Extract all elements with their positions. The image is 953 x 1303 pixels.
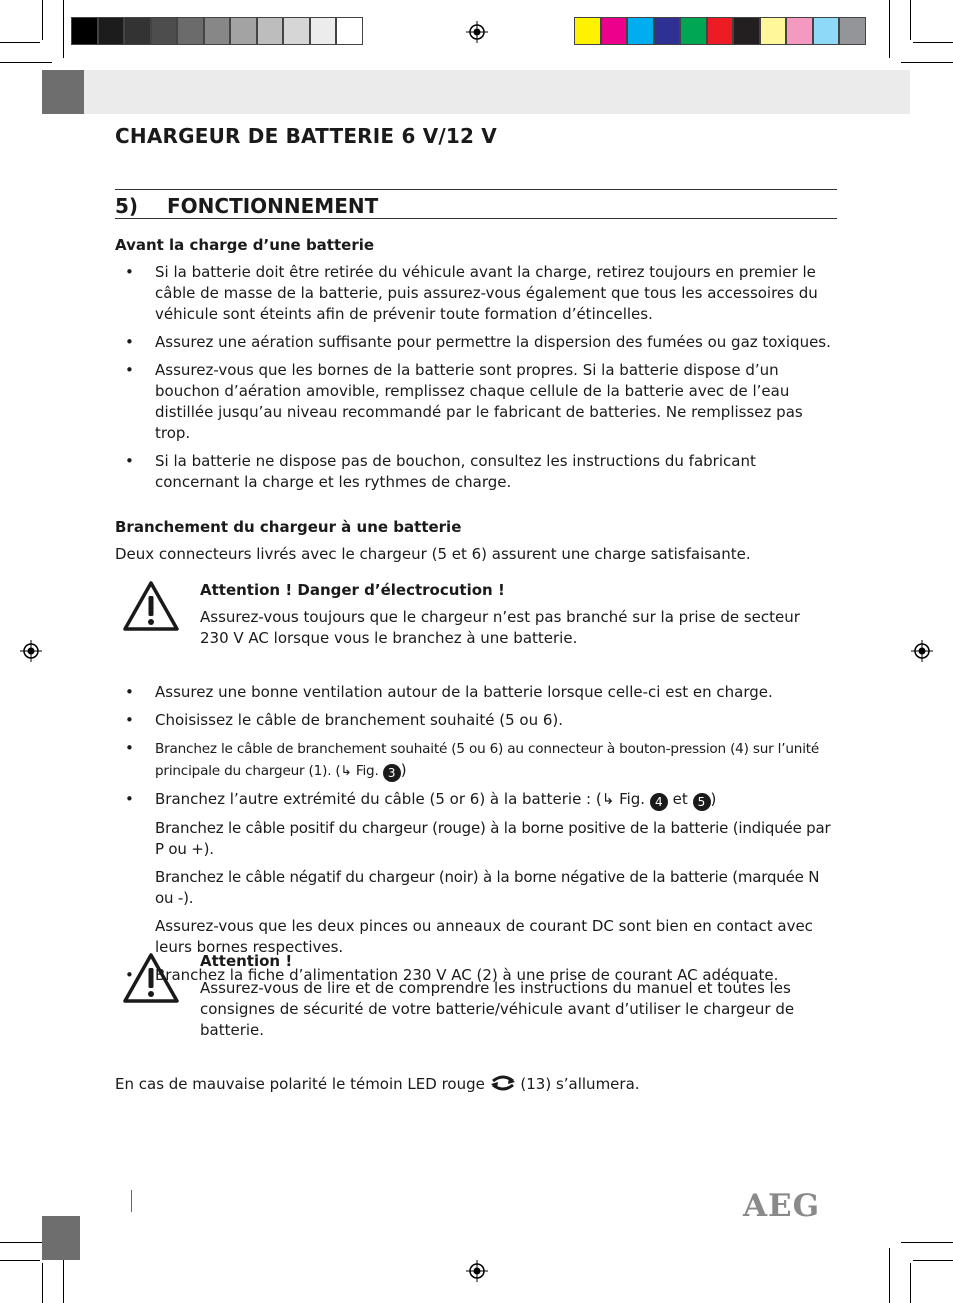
section-rule-top (115, 189, 837, 190)
warning-triangle-icon (122, 580, 180, 632)
color-swatch (230, 17, 257, 45)
list-item: • Assurez une bonne ventilation autour de la batterie lorsque celle-ci est en charge. (125, 683, 773, 701)
list-item: • Branchez l’autre extrémité du câble (5 or 6) à la batterie : (↳ Fig. 4 et 5 ) (125, 790, 717, 809)
color-swatch (813, 17, 840, 45)
connection-intro: Deux connecteurs livrés avec le chargeur (5 et 6) assurent une charge satisfaisante. (115, 545, 751, 563)
color-swatch (204, 17, 231, 45)
header-tab-square (42, 70, 84, 114)
crop-mark (0, 42, 40, 43)
crop-mark (889, 1248, 890, 1303)
color-swatch (574, 17, 601, 45)
contact-instruction: Assurez-vous que les deux pinces ou anneaux de courant DC sont bien en contact avec leurs bornes respectives. (155, 917, 813, 956)
crop-mark (910, 1263, 911, 1303)
warning2-title: Attention ! (200, 952, 293, 970)
color-swatch (283, 17, 310, 45)
list-item: • Assurez-vous que les bornes de la batterie sont propres. Si la batterie dispose d’un bouchon d’aération amovible, remplissez chaque cellule de la batterie avec de l’eau distillée jusqu’au niveau recommandé par le fabricant de batteries. Ne remplissez pas trop. (125, 361, 803, 442)
section-number: 5) (115, 194, 139, 218)
color-swatch (733, 17, 760, 45)
color-swatch (707, 17, 734, 45)
registration-mark-icon (466, 1260, 488, 1282)
color-swatch (98, 17, 125, 45)
list-item: • Si la batterie ne dispose pas de bouchon, consultez les instructions du fabricant concernant la charge et les rythmes de charge. (125, 452, 756, 491)
color-swatch (601, 17, 628, 45)
section-rule-bottom (115, 218, 837, 219)
document-title: CHARGEUR DE BATTERIE 6 V/12 V (115, 124, 497, 148)
color-swatch (680, 17, 707, 45)
crop-mark (0, 62, 52, 63)
color-swatch (839, 17, 866, 45)
aeg-logo: AEG (743, 1188, 821, 1224)
color-swatch (124, 17, 151, 45)
warning2-text: Assurez-vous de lire et de comprendre les instructions du manuel et toutes les consignes de sécurité de votre batterie/véhicule avant d’utiliser le chargeur de batterie. (200, 979, 795, 1039)
color-swatch (151, 17, 178, 45)
list-item: • Branchez la fiche d’alimentation 230 V AC (2) à une prise de courant AC adéquate. (125, 966, 779, 984)
color-swatch (627, 17, 654, 45)
list-item: • Choisissez le câble de branchement souhaité (5 ou 6). (125, 711, 564, 729)
crop-mark (0, 1260, 40, 1261)
crop-mark (913, 1260, 953, 1261)
figure-number-badge: 3 (383, 764, 401, 782)
warning1-text: Assurez-vous toujours que le chargeur n’est pas branché sur la prise de secteur 230 V AC lorsque vous le branchez à une batterie. (200, 608, 800, 647)
reverse-polarity-icon (490, 1075, 516, 1091)
figure-number-badge: 5 (693, 793, 711, 811)
section-name: FONCTIONNEMENT (167, 194, 379, 218)
list-item: • Branchez le câble de branchement souhaité (5 ou 6) au connecteur à bouton-pression (4) sur l’unité principale du chargeur (1). (↳ Fig. 3 ) (125, 739, 820, 780)
color-swatch (786, 17, 813, 45)
warning1-title: Attention ! Danger d’électrocution ! (200, 581, 505, 599)
positive-cable-instruction: Branchez le câble positif du chargeur (rouge) à la borne positive de la batterie (indiquée par P ou +). (155, 819, 831, 858)
crop-mark (913, 42, 953, 43)
crop-mark (42, 0, 43, 40)
color-swatch (71, 17, 98, 45)
color-swatch (760, 17, 787, 45)
list-item: • Assurez une aération suffisante pour permettre la dispersion des fumées ou gaz toxiques. (125, 333, 831, 351)
color-swatch (336, 17, 363, 45)
crop-mark (901, 1242, 953, 1243)
footer-tab-square (42, 1216, 80, 1260)
crop-mark (42, 1263, 43, 1303)
color-swatch (310, 17, 337, 45)
crop-mark (63, 0, 64, 58)
connection-list (115, 682, 840, 993)
color-swatch (654, 17, 681, 45)
before-charge-heading: Avant la charge d’une batterie (115, 236, 375, 254)
polarity-note: En cas de mauvaise polarité le témoin LED rouge (13) s’allumera. (115, 1075, 640, 1093)
footer-divider (131, 1190, 132, 1212)
negative-cable-instruction: Branchez le câble négatif du chargeur (noir) à la borne négative de la batterie (marquée N ou -). (155, 868, 820, 907)
registration-mark-icon (466, 21, 488, 43)
crop-mark (910, 0, 911, 40)
section-title (115, 194, 378, 218)
color-swatch (177, 17, 204, 45)
list-item: • Si la batterie doit être retirée du véhicule avant la charge, retirez toujours en premier le câble de masse de la batterie, puis assurez-vous également que tous les accessoires du véhicule sont éteints afin de prévenir toute formation d’étincelles. (125, 263, 818, 323)
registration-mark-icon (911, 640, 933, 662)
registration-mark-icon (20, 640, 42, 662)
crop-mark (889, 0, 890, 58)
before-charge-list (115, 262, 840, 500)
color-swatch-bar (574, 17, 866, 47)
crop-mark (901, 62, 953, 63)
header-band (84, 70, 910, 114)
figure-number-badge: 4 (650, 793, 668, 811)
warning-triangle-icon (122, 952, 180, 1004)
connection-heading: Branchement du chargeur à une batterie (115, 518, 462, 536)
gray-swatch-bar (71, 17, 363, 47)
color-swatch (257, 17, 284, 45)
